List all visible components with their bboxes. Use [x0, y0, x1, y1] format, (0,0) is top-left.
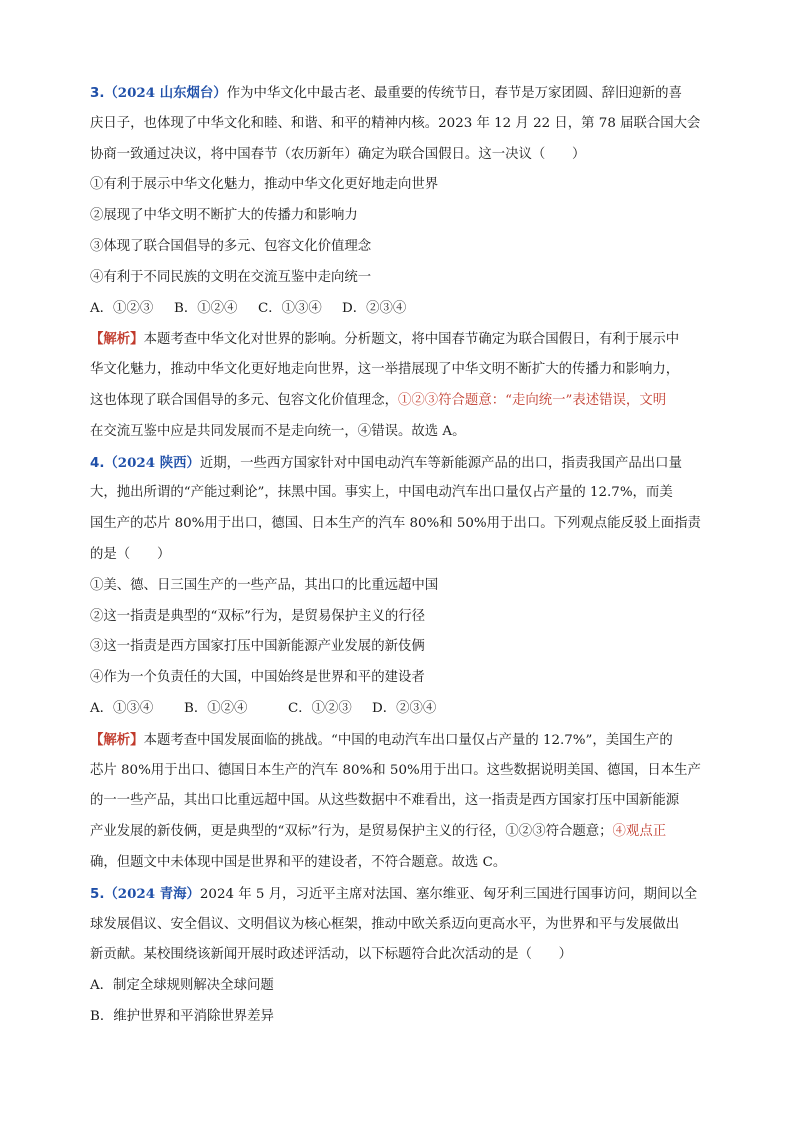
option-b: B．①②④	[174, 300, 238, 316]
question-source: （2024 青海）	[104, 885, 200, 902]
analysis-tag: 【解析】	[90, 731, 144, 748]
analysis-text: 确，但题文中未体现中国是世界和平的建设者，不符合题意。故选 C。	[90, 854, 507, 870]
analysis-text: 的一一些产品，其出口比重远超中国。从这些数据中不难看出，这一指责是西方国家打压中国新能源	[90, 793, 680, 809]
analysis-highlight: ④观点正	[612, 824, 667, 840]
statement-item: ①有利于展示中华文化魅力，推动中华文化更好地走向世界	[90, 177, 439, 193]
question-stem: 近期，一些西方国家针对中国电动汽车等新能源产品的出口，指责我国产品出口量	[199, 455, 682, 471]
statement-item: ③这一指责是西方国家打压中国新能源产业发展的新伎俩	[90, 639, 425, 655]
option-a: A．①②③	[90, 300, 154, 316]
analysis-text: 这也体现了联合国倡导的多元、包容文化价值理念，	[90, 392, 398, 408]
question-source: （2024 陕西）	[104, 454, 200, 471]
option-a: A．①③④	[90, 700, 154, 716]
question-number: 5.	[90, 886, 105, 902]
question-stem: 2024 年 5 月，习近平主席对法国、塞尔维亚、匈牙利三国进行国事访问，期间以全	[199, 886, 698, 902]
question-stem: 国生产的芯片 80%用于出口，德国、日本生产的汽车 80%和 50%用于出口。下列观点能反驳上面指责	[90, 516, 701, 532]
statement-item: ①美、德、日三国生产的一些产品，其出口的比重远超中国	[90, 577, 439, 593]
option-a: A．制定全球规则解决全球问题	[90, 978, 274, 994]
analysis-tag: 【解析】	[90, 331, 144, 348]
question-stem: 庆日子，也体现了中华文化和睦、和谐、和平的精神内核。2023 年 12 月 22 日，第 78 届联合国大会	[90, 115, 701, 131]
question-stem: 球发展倡议、安全倡议、文明倡议为核心框架，推动中欧关系迈向更高水平，为世界和平与发展做出	[90, 916, 680, 932]
question-5-line-1	[90, 879, 710, 910]
option-b: B．①②④	[184, 700, 248, 716]
statement-item: ③体现了联合国倡导的多元、包容文化价值理念	[90, 238, 372, 254]
statement-item: ②这一指责是典型的“双标”行为，是贸易保护主义的行径	[90, 608, 426, 624]
statement-item: ②展现了中华文明不断扩大的传播力和影响力	[90, 208, 358, 224]
option-b: B．维护世界和平消除世界差异	[90, 1008, 274, 1024]
statement-item: ④作为一个负责任的大国，中国始终是世界和平的建设者	[90, 670, 425, 686]
analysis-line	[90, 725, 710, 756]
question-stem: 大，抛出所谓的“产能过剩论”，抹黑中国。事实上，中国电动汽车出口量仅占产量的 12.7%，而美	[90, 485, 673, 501]
question-stem: 的是（ ）	[90, 546, 171, 562]
question-number: 4.	[90, 455, 105, 471]
analysis-text: 本题考查中华文化对世界的影响。分析题文，将中国春节确定为联合国假日，有利于展示中	[143, 332, 680, 348]
analysis-line	[90, 817, 710, 848]
answer-options	[90, 294, 710, 325]
analysis-text: 华文化魅力，推动中华文化更好地走向世界，这一举措展现了中华文明不断扩大的传播力和影响力，	[90, 362, 680, 378]
analysis-text: 在交流互鉴中应是共同发展而不是走向统一，④错误。故选 A。	[90, 423, 466, 439]
analysis-highlight: ①②③符合题意：“走向统一”表述错误，文明	[397, 392, 667, 408]
analysis-text: 本题考查中国发展面临的挑战。“中国的电动汽车出口量仅占产量的 12.7%”，美国生产的	[143, 732, 673, 748]
question-stem: 作为中华文化中最古老、最重要的传统节日，春节是万家团圆、辞旧迎新的喜	[226, 86, 682, 101]
question-3-line-1	[90, 78, 710, 109]
analysis-text: 产业发展的新伎俩，更是典型的“双标”行为，是贸易保护主义的行径，①②③符合题意；	[90, 824, 613, 840]
analysis-line	[90, 386, 710, 417]
question-source: （2024 山东烟台）	[104, 85, 227, 101]
question-stem: 新贡献。某校围绕该新闻开展时政述评活动，以下标题符合此次活动的是（ ）	[90, 947, 573, 963]
question-4-line-1	[90, 448, 710, 479]
option-c: C．①③④	[258, 300, 322, 316]
analysis-text: 芯片 80%用于出口、德国日本生产的汽车 80%和 50%用于出口。这些数据说明美国、德国，日本生产	[90, 762, 701, 778]
option-d: D．②③④	[342, 300, 407, 316]
statement-item: ④有利于不同民族的文明在交流互鉴中走向统一	[90, 269, 372, 285]
answer-options	[90, 694, 710, 725]
question-stem: 协商一致通过决议，将中国春节（农历新年）确定为联合国假日。这一决议（ ）	[90, 146, 586, 162]
option-c: C．①②③	[288, 700, 352, 716]
question-number: 3.	[90, 86, 105, 101]
option-d: D．②③④	[372, 700, 437, 716]
document-page	[90, 78, 710, 1033]
analysis-line	[90, 324, 710, 355]
